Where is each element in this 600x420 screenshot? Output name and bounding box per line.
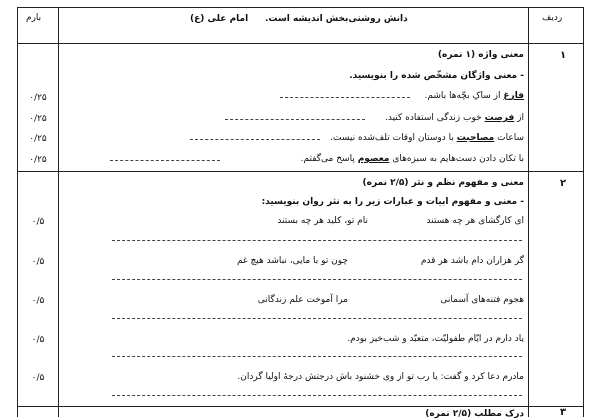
q1-score-2: ۰/۲۵ [29,114,47,124]
q2-instruction: - معنی و مفهوم ابیات و عبارات زیر را به نثر روان بنویسید: [261,197,524,207]
q1-score-3: ۰/۲۵ [29,134,47,144]
q1-answer-line-2[interactable] [225,119,365,120]
q1-item-2-pre: از [514,113,524,123]
q2-verse-1-right: ای کارگشای هر چه هستند [426,216,524,226]
border-top [17,7,583,8]
q2-answer-line-2[interactable] [112,279,522,280]
border-left [17,7,18,417]
q1-answer-line-1[interactable] [280,97,410,98]
q2-prose-4: یاد دارم در ایّام طفولیّت، متعبّد و شب‌خیز بودم. [347,334,524,344]
q1-item-1-post: از ساکِ بچّه‌ها باشم. [424,91,504,101]
q2-score-4: ۰/۵ [31,335,45,345]
q1-instruction: - معنی واژگان مشخّص شده را بنویسید. [349,71,524,81]
q1-item-3 [330,132,524,144]
q1-answer-line-3[interactable] [190,139,320,140]
q2-verse-1-left: نام تو، کلید هر چه بستند [277,216,368,226]
q1-item-3-post: با دوستان اوقات تلف‌شده نیست. [330,133,457,143]
q1-item-1-word: فارغ [503,91,524,101]
q2-bottom [17,406,583,407]
q1-answer-line-4[interactable] [110,160,220,161]
q1-number: ۱ [559,50,567,61]
q2-verse-2-right: گر هزاران دام باشد هر قدم [420,256,524,266]
q1-item-3-pre: ساعات [494,133,524,143]
score-column-header: بارم [26,13,42,23]
border-right [583,7,584,417]
col-divider-score [58,7,59,417]
q1-item-2 [385,112,524,124]
header-quote: دانش روشنی‌بخش اندیشه است. [265,14,408,24]
q1-item-4-word: معصوم [357,154,390,164]
q2-answer-line-3[interactable] [112,318,522,319]
q2-score-2: ۰/۵ [31,257,45,267]
q1-item-3-word: مصاحبت [456,133,495,143]
q2-answer-line-4[interactable] [112,356,522,357]
q2-score-3: ۰/۵ [31,296,45,306]
q1-item-2-post: خوب زندگی استفاده کنید. [384,113,485,123]
q1-item-2-word: فرصت [484,113,515,123]
header-author: امام علی (ع) [190,14,249,24]
q2-score-5: ۰/۵ [31,373,45,383]
q2-answer-line-1[interactable] [112,240,522,241]
row-column-header: ردیف [542,13,563,23]
q2-score-1: ۰/۵ [31,217,45,227]
q1-item-4-pre: با تکان دادن دست‌هایم به سبزه‌های [389,154,524,164]
col-divider-row [528,7,529,417]
q3-number: ۳ [559,407,567,418]
q1-item-4-post: پاسخ می‌گفتم. [300,154,358,164]
q2-prose-5: مادرم دعا کرد و گفت: یا رب تو از وی خشنود باش درجتش درجهٔ اولیا گردان. [237,372,524,382]
q1-item-4 [301,153,524,165]
q3-title: درک مطلب (۲/۵ نمره) [425,409,524,419]
q1-score-4: ۰/۲۵ [29,155,47,165]
q2-verse-3-right: هجوم فتنه‌های آسمانی [440,295,524,305]
q2-verse-3-left: مرا آموخت علم زندگانی [257,295,348,305]
q1-score-1: ۰/۲۵ [29,93,47,103]
q2-number: ۲ [559,178,567,189]
q2-title: معنی و مفهوم نظم و نثر (۲/۵ نمره) [362,178,524,188]
q1-bottom [17,171,583,172]
header-bottom [17,43,583,44]
q1-title: معنی واژه (۱ نمره) [437,50,524,60]
q2-answer-line-5[interactable] [112,395,522,396]
q2-verse-2-left: چون تو با مایی، نباشد هیچ غم [236,256,348,266]
q1-item-1 [424,90,524,102]
